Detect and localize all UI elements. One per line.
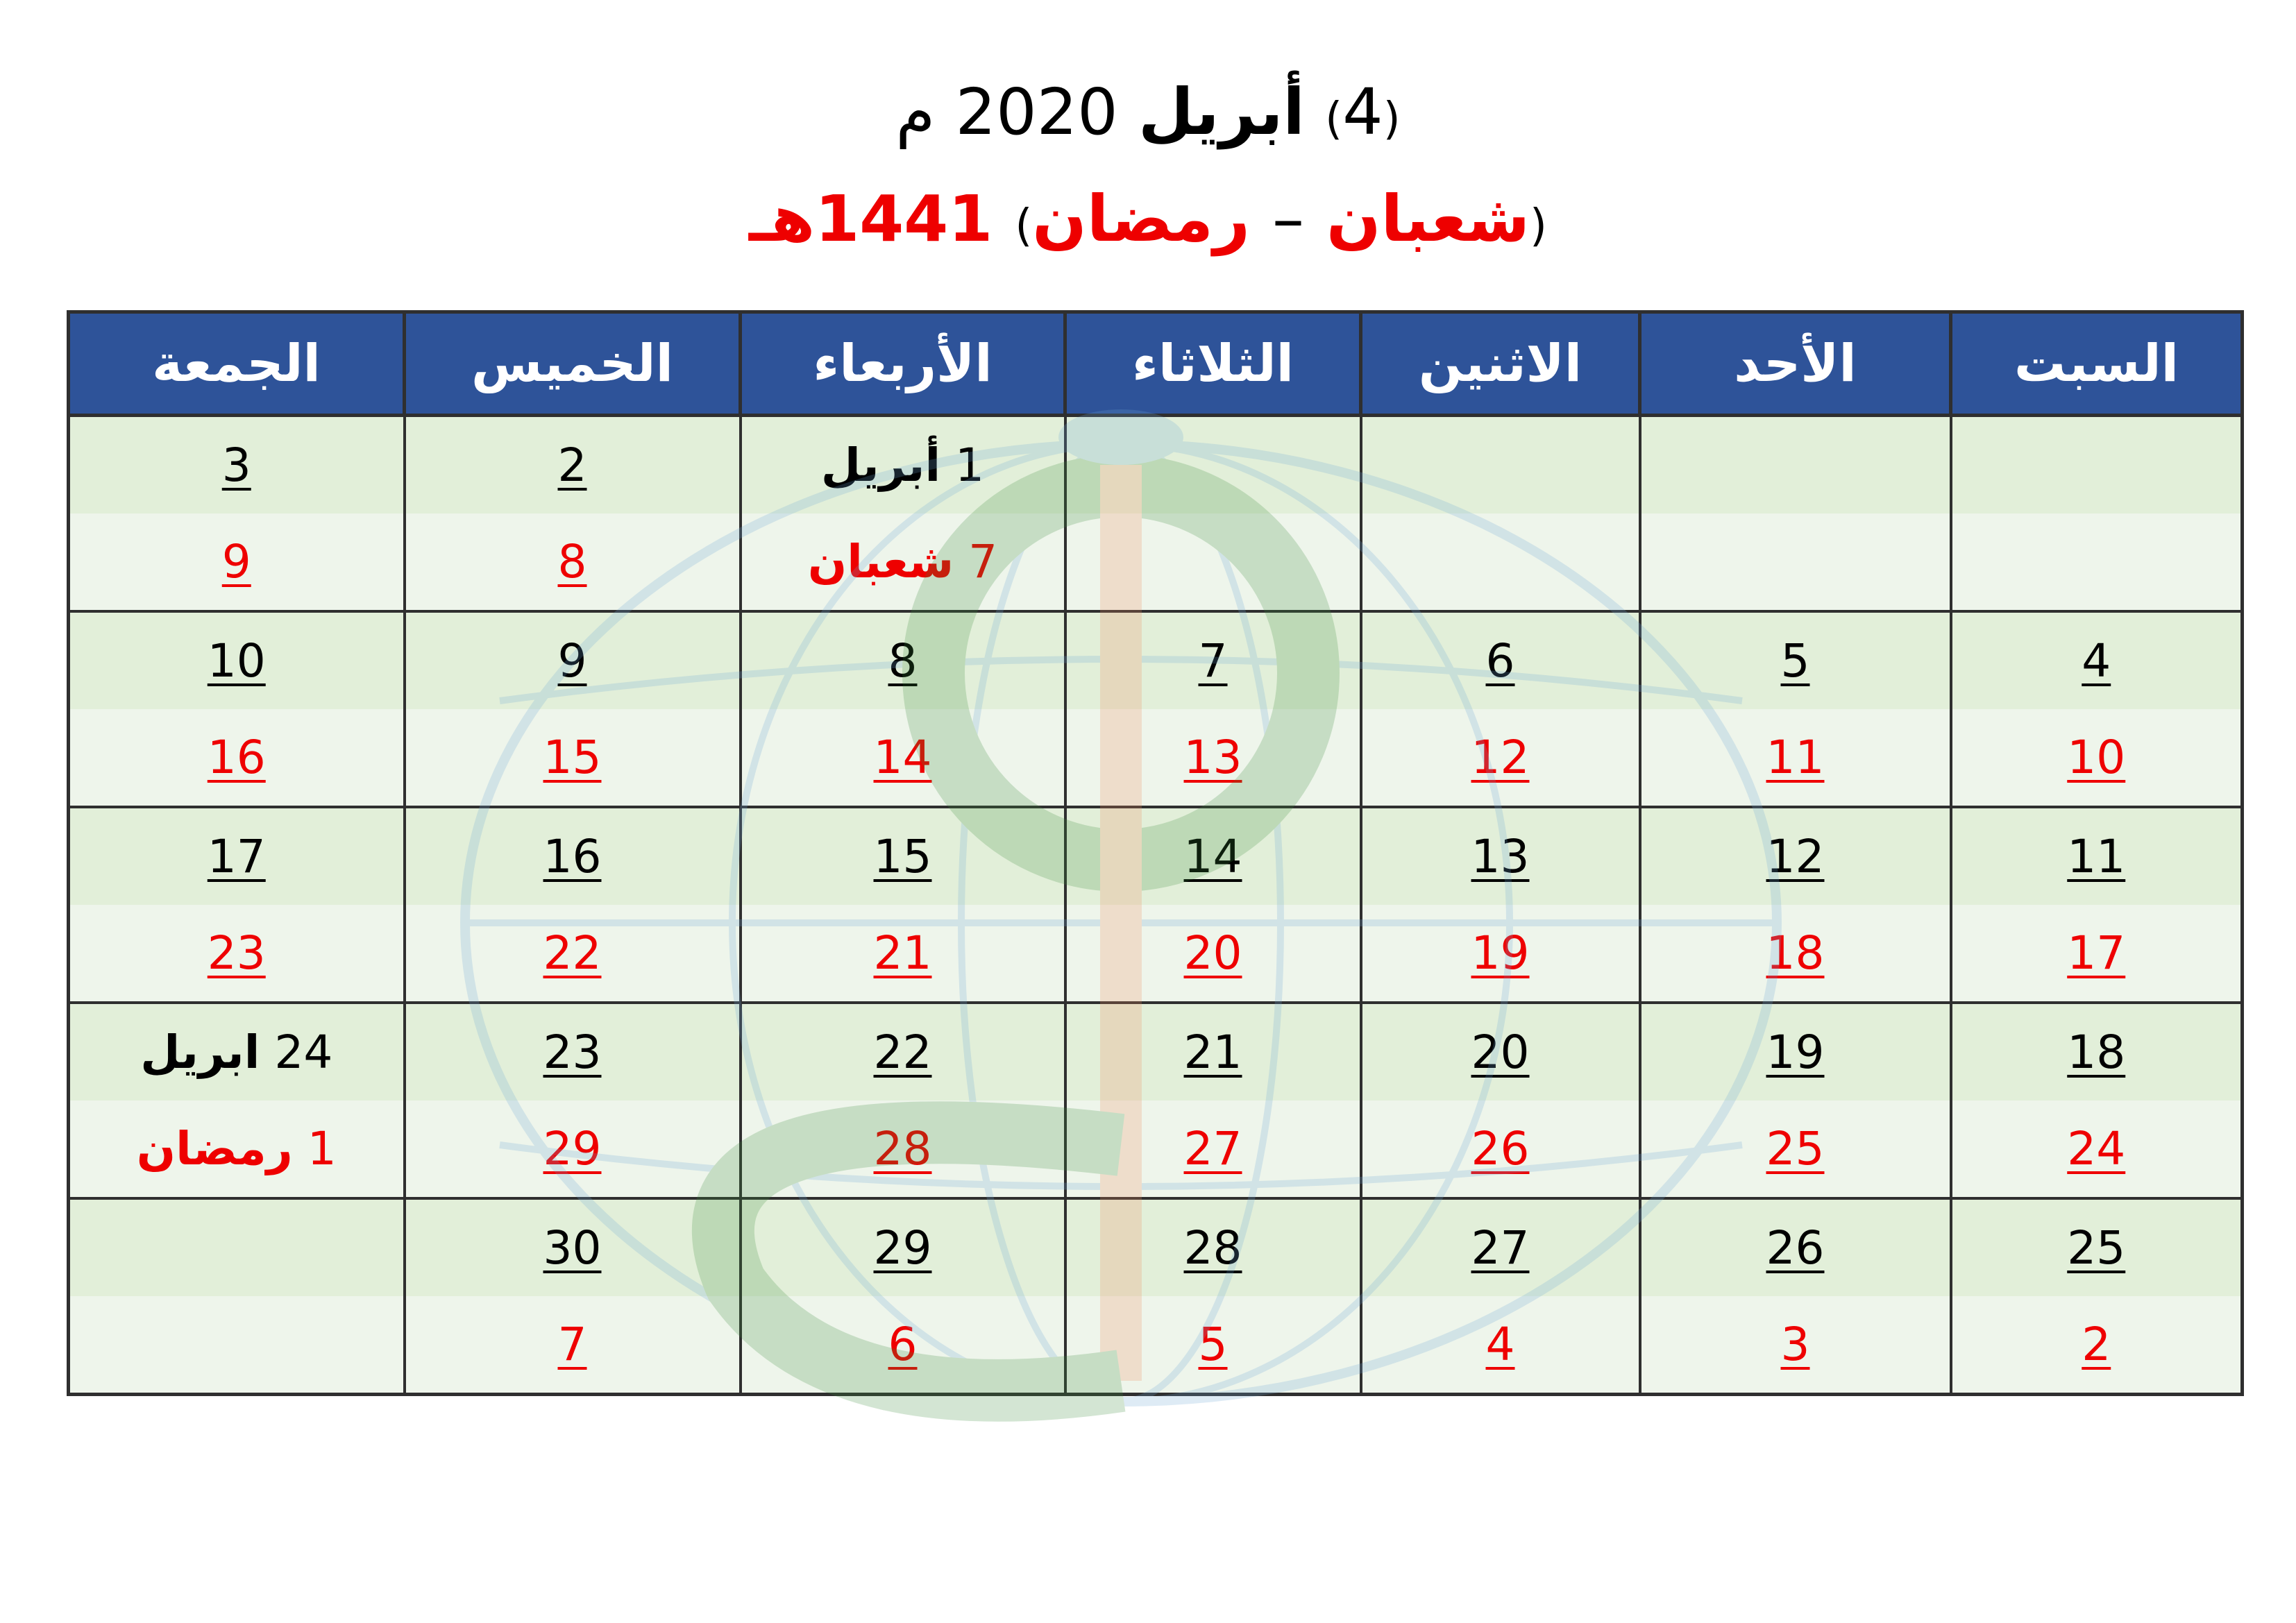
month-name-label: أبريل <box>820 439 941 492</box>
hijri-day-cell <box>405 513 741 611</box>
gregorian-month-start-label <box>140 1026 332 1079</box>
hijri-day-cell <box>69 513 405 611</box>
day-number: 5 <box>1198 1318 1228 1371</box>
hijri-day-cell <box>741 513 1065 611</box>
month-name-label: شعبان <box>807 535 954 588</box>
hijri-paren-open: ( <box>1530 201 1547 252</box>
day-number: 8 <box>888 634 918 688</box>
day-number: 7 <box>557 1318 587 1371</box>
gregorian-day-cell <box>1640 611 1951 709</box>
gregorian-day-cell <box>741 1003 1065 1101</box>
gregorian-day-cell <box>69 611 405 709</box>
hijri-month-1: شعبان <box>1326 182 1530 256</box>
gregorian-day-cell <box>1640 416 1951 514</box>
day-number: 29 <box>543 1122 602 1175</box>
hijri-day-cell <box>405 1101 741 1198</box>
day-number: 17 <box>207 830 266 883</box>
hijri-date-row <box>69 905 2243 1003</box>
weekday-header: الأحد <box>1640 312 1951 416</box>
gregorian-day-cell <box>1065 807 1361 905</box>
weekday-header: الأربعاء <box>741 312 1065 416</box>
hijri-day-cell <box>1951 1101 2243 1198</box>
title-paren-close: ) <box>1325 94 1343 145</box>
hijri-day-cell <box>405 1296 741 1395</box>
weekday-header-row <box>69 312 2243 416</box>
gregorian-day-cell <box>1640 1003 1951 1101</box>
gregorian-day-cell <box>1361 611 1640 709</box>
hijri-day-cell <box>69 1101 405 1198</box>
gregorian-day-cell <box>1065 1198 1361 1296</box>
gregorian-day-cell <box>69 1198 405 1296</box>
hijri-day-cell <box>1065 905 1361 1003</box>
gregorian-month-start-label <box>821 439 984 492</box>
gregorian-day-cell <box>405 611 741 709</box>
day-number: 22 <box>873 1026 932 1079</box>
day-number: 21 <box>1183 1026 1242 1079</box>
gregorian-day-cell <box>405 416 741 514</box>
hijri-day-cell <box>405 709 741 807</box>
gregorian-day-cell <box>1951 416 2243 514</box>
day-number: 18 <box>1766 926 1825 980</box>
gregorian-day-cell <box>741 611 1065 709</box>
day-number: 20 <box>1471 1026 1530 1079</box>
weekday-header: الاثنين <box>1361 312 1640 416</box>
hijri-day-cell <box>1640 513 1951 611</box>
hijri-date-row <box>69 513 2243 611</box>
gregorian-day-cell <box>1951 1198 2243 1296</box>
gregorian-day-cell <box>69 807 405 905</box>
hijri-day-cell <box>1065 513 1361 611</box>
hijri-day-cell <box>1640 905 1951 1003</box>
gregorian-day-cell <box>405 1003 741 1101</box>
day-number: 5 <box>1780 634 1810 688</box>
hijri-date-row <box>69 1101 2243 1198</box>
hijri-day-cell <box>1951 709 2243 807</box>
hijri-day-cell <box>1361 905 1640 1003</box>
day-number: 27 <box>1183 1122 1242 1175</box>
day-number: 28 <box>1183 1221 1242 1275</box>
day-number: 3 <box>221 439 251 492</box>
title-month-number: 4 <box>1342 75 1383 149</box>
day-number: 8 <box>557 535 587 588</box>
day-number: 4 <box>1485 1318 1515 1371</box>
gregorian-day-cell <box>69 416 405 514</box>
day-number: 3 <box>1780 1318 1810 1371</box>
gregorian-day-cell <box>1361 807 1640 905</box>
hijri-day-cell <box>1065 1101 1361 1198</box>
hijri-day-cell <box>1361 1101 1640 1198</box>
hijri-day-cell <box>741 1296 1065 1395</box>
month-name-label: ابريل <box>140 1026 260 1079</box>
hijri-day-cell <box>1065 709 1361 807</box>
gregorian-day-cell <box>1951 611 2243 709</box>
hijri-day-cell <box>69 709 405 807</box>
title-month-name: أبريل <box>1138 75 1305 149</box>
gregorian-day-cell <box>1361 1003 1640 1101</box>
calendar-table <box>67 310 2244 1396</box>
month-name-label: رمضان <box>136 1122 293 1175</box>
gregorian-day-cell <box>69 1003 405 1101</box>
day-number: 7 <box>1198 634 1228 688</box>
day-number: 23 <box>543 1026 602 1079</box>
day-number: 27 <box>1471 1221 1530 1275</box>
day-number: 9 <box>557 634 587 688</box>
day-number: 14 <box>1183 830 1242 883</box>
hijri-day-cell <box>1640 1296 1951 1395</box>
hijri-date-row <box>69 709 2243 807</box>
hijri-day-cell <box>1361 1296 1640 1395</box>
day-number: 23 <box>207 926 266 980</box>
day-number: 30 <box>543 1221 602 1275</box>
hijri-dash: – <box>1272 182 1304 256</box>
hijri-date-row <box>69 1296 2243 1395</box>
day-number: 14 <box>873 731 932 784</box>
day-number: 10 <box>2067 731 2126 784</box>
day-number: 6 <box>888 1318 918 1371</box>
hijri-day-cell <box>1361 709 1640 807</box>
title-paren-open: ( <box>1383 94 1401 145</box>
hijri-day-cell <box>1951 905 2243 1003</box>
weekday-header: السبت <box>1951 312 2243 416</box>
hijri-title <box>0 182 2296 256</box>
day-number: 25 <box>1766 1122 1825 1175</box>
hijri-day-cell <box>741 1101 1065 1198</box>
hijri-day-cell <box>741 709 1065 807</box>
hijri-day-cell <box>1361 513 1640 611</box>
hijri-day-cell <box>69 905 405 1003</box>
hijri-day-cell <box>405 905 741 1003</box>
hijri-year: 1441 <box>815 182 993 256</box>
day-number: 13 <box>1183 731 1242 784</box>
day-number: 17 <box>2067 926 2126 980</box>
day-number: 12 <box>1471 731 1530 784</box>
day-number: 7 <box>968 535 998 588</box>
day-number: 22 <box>543 926 602 980</box>
day-number: 16 <box>543 830 602 883</box>
day-number: 24 <box>274 1026 333 1079</box>
gregorian-title <box>0 75 2296 149</box>
day-number: 15 <box>543 731 602 784</box>
hijri-month-2: رمضان <box>1032 182 1250 256</box>
day-number: 25 <box>2067 1221 2126 1275</box>
weekday-header: الثلاثاء <box>1065 312 1361 416</box>
gregorian-day-cell <box>1065 611 1361 709</box>
day-number: 6 <box>1485 634 1515 688</box>
gregorian-day-cell <box>1640 1198 1951 1296</box>
gregorian-date-row <box>69 807 2243 905</box>
day-number: 26 <box>1766 1221 1825 1275</box>
gregorian-day-cell <box>1361 416 1640 514</box>
hijri-paren-close: ) <box>1015 201 1033 252</box>
gregorian-day-cell <box>405 1198 741 1296</box>
day-number: 10 <box>207 634 266 688</box>
weekday-header: الخميس <box>405 312 741 416</box>
day-number: 20 <box>1183 926 1242 980</box>
gregorian-date-row <box>69 1198 2243 1296</box>
title-year: 2020 <box>955 75 1118 149</box>
title-era: م <box>895 75 936 149</box>
day-number: 24 <box>2067 1122 2126 1175</box>
gregorian-date-row <box>69 416 2243 514</box>
day-number: 4 <box>2082 634 2111 688</box>
gregorian-day-cell <box>1640 807 1951 905</box>
day-number: 12 <box>1766 830 1825 883</box>
gregorian-day-cell <box>741 1198 1065 1296</box>
day-number: 29 <box>873 1221 932 1275</box>
day-number: 18 <box>2067 1026 2126 1079</box>
gregorian-date-row <box>69 1003 2243 1101</box>
gregorian-day-cell <box>1065 416 1361 514</box>
day-number: 1 <box>955 439 985 492</box>
day-number: 2 <box>2082 1318 2111 1371</box>
hijri-day-cell <box>1065 1296 1361 1395</box>
day-number: 16 <box>207 731 266 784</box>
day-number: 2 <box>557 439 587 492</box>
gregorian-date-row <box>69 611 2243 709</box>
day-number: 26 <box>1471 1122 1530 1175</box>
gregorian-day-cell <box>1951 1003 2243 1101</box>
day-number: 21 <box>873 926 932 980</box>
hijri-month-start-label <box>808 535 997 588</box>
weekday-header: الجمعة <box>69 312 405 416</box>
day-number: 11 <box>1766 731 1825 784</box>
gregorian-day-cell <box>405 807 741 905</box>
hijri-era: هـ <box>748 182 816 256</box>
gregorian-day-cell <box>741 807 1065 905</box>
gregorian-day-cell <box>1361 1198 1640 1296</box>
gregorian-day-cell <box>741 416 1065 514</box>
hijri-day-cell <box>1951 1296 2243 1395</box>
gregorian-day-cell <box>1065 1003 1361 1101</box>
hijri-day-cell <box>1640 1101 1951 1198</box>
hijri-month-start-label <box>137 1122 337 1175</box>
hijri-day-cell <box>69 1296 405 1395</box>
day-number: 13 <box>1471 830 1530 883</box>
hijri-day-cell <box>741 905 1065 1003</box>
day-number: 1 <box>307 1122 337 1175</box>
day-number: 19 <box>1766 1026 1825 1079</box>
day-number: 15 <box>873 830 932 883</box>
day-number: 19 <box>1471 926 1530 980</box>
calendar-body <box>69 416 2243 1395</box>
hijri-day-cell <box>1951 513 2243 611</box>
day-number: 9 <box>221 535 251 588</box>
day-number: 28 <box>873 1122 932 1175</box>
gregorian-day-cell <box>1951 807 2243 905</box>
day-number: 11 <box>2067 830 2126 883</box>
hijri-day-cell <box>1640 709 1951 807</box>
